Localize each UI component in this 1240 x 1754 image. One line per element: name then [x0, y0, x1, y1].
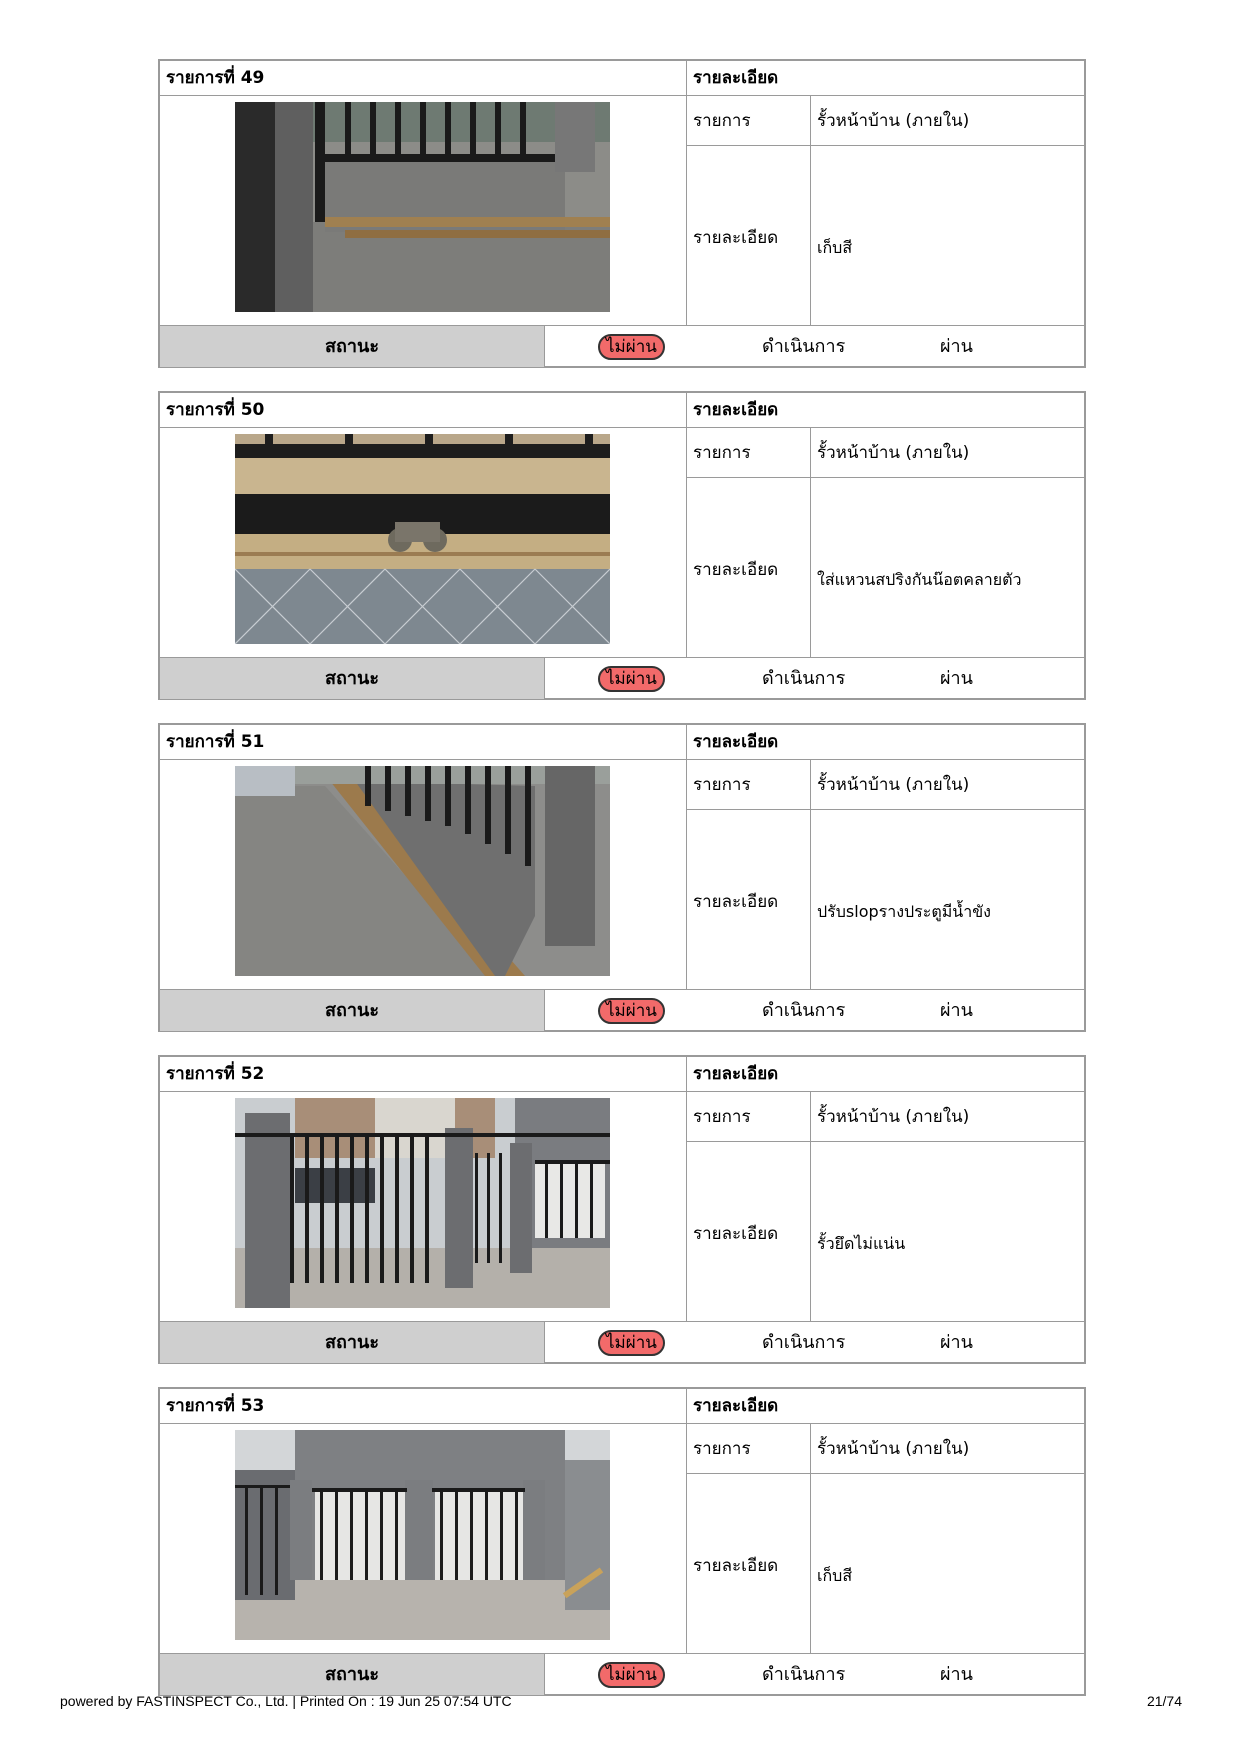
page-number: 21/74 [1146, 1693, 1182, 1709]
detail-label: รายละเอียด [687, 1142, 811, 1321]
status-pass-option[interactable]: ผ่าน [940, 336, 973, 357]
detail-header: รายละเอียด [687, 725, 1084, 760]
status-label: สถานะ [160, 326, 545, 367]
status-row [160, 1653, 1084, 1694]
status-in-progress-option[interactable]: ดำเนินการ [762, 1332, 846, 1353]
detail-value: เก็บสี [817, 1566, 853, 1585]
detail-header: รายละเอียด [687, 393, 1084, 428]
detail-value: รั้วยึดไม่แน่น [817, 1234, 906, 1253]
status-label: สถานะ [160, 1654, 545, 1695]
status-pass-option[interactable]: ผ่าน [940, 668, 973, 689]
status-fail-badge[interactable]: ไม่ผ่าน [598, 998, 665, 1024]
detail-value: ปรับslopรางประตูมีน้ำขัง [817, 902, 991, 921]
detail-value: เก็บสี [817, 238, 853, 257]
status-in-progress-option[interactable]: ดำเนินการ [762, 668, 846, 689]
status-pass-option[interactable]: ผ่าน [940, 1664, 973, 1685]
status-in-progress-option[interactable]: ดำเนินการ [762, 1664, 846, 1685]
inspection-photo[interactable] [235, 434, 610, 644]
item-value: รั้วหน้าบ้าน (ภายใน) [811, 1092, 1084, 1142]
inspection-photo[interactable] [235, 766, 610, 976]
inspection-item-card [158, 391, 1086, 700]
inspection-item-card [158, 723, 1086, 1032]
detail-label: รายละเอียด [687, 810, 811, 989]
footer-printed-info: powered by FASTINSPECT Co., Ltd. | Printed On : 19 Jun 25 07:54 UTC [60, 1693, 512, 1709]
inspection-item-card [158, 59, 1086, 368]
item-label: รายการ [687, 1092, 811, 1142]
inspection-item-card [158, 1387, 1086, 1696]
status-fail-badge[interactable]: ไม่ผ่าน [598, 666, 665, 692]
inspection-photo[interactable] [235, 102, 610, 312]
item-value: รั้วหน้าบ้าน (ภายใน) [811, 96, 1084, 146]
detail-value: ใส่แหวนสปริงกันน๊อตคลายตัว [817, 570, 1022, 589]
item-label: รายการ [687, 760, 811, 810]
status-in-progress-option[interactable]: ดำเนินการ [762, 336, 846, 357]
photo-cell [160, 96, 687, 325]
status-in-progress-option[interactable]: ดำเนินการ [762, 1000, 846, 1021]
item-value: รั้วหน้าบ้าน (ภายใน) [811, 428, 1084, 478]
detail-label: รายละเอียด [687, 146, 811, 325]
detail-label: รายละเอียด [687, 478, 811, 657]
status-fail-badge[interactable]: ไม่ผ่าน [598, 334, 665, 360]
item-title: รายการที่ 49 [160, 61, 687, 96]
item-value: รั้วหน้าบ้าน (ภายใน) [811, 1424, 1084, 1474]
status-label: สถานะ [160, 658, 545, 699]
status-fail-badge[interactable]: ไม่ผ่าน [598, 1330, 665, 1356]
status-pass-option[interactable]: ผ่าน [940, 1332, 973, 1353]
detail-label: รายละเอียด [687, 1474, 811, 1653]
status-row [160, 1321, 1084, 1362]
item-title: รายการที่ 52 [160, 1057, 687, 1092]
status-fail-badge[interactable]: ไม่ผ่าน [598, 1662, 665, 1688]
photo-cell [160, 760, 687, 989]
photo-cell [160, 1092, 687, 1321]
status-row [160, 989, 1084, 1030]
status-label: สถานะ [160, 990, 545, 1031]
photo-cell [160, 1424, 687, 1653]
status-label: สถานะ [160, 1322, 545, 1363]
item-value: รั้วหน้าบ้าน (ภายใน) [811, 760, 1084, 810]
photo-cell [160, 428, 687, 657]
detail-header: รายละเอียด [687, 1389, 1084, 1424]
item-title: รายการที่ 50 [160, 393, 687, 428]
inspection-photo[interactable] [235, 1098, 610, 1308]
item-title: รายการที่ 53 [160, 1389, 687, 1424]
item-label: รายการ [687, 1424, 811, 1474]
status-row [160, 325, 1084, 366]
detail-header: รายละเอียด [687, 61, 1084, 96]
item-title: รายการที่ 51 [160, 725, 687, 760]
item-label: รายการ [687, 96, 811, 146]
status-row [160, 657, 1084, 698]
detail-header: รายละเอียด [687, 1057, 1084, 1092]
item-label: รายการ [687, 428, 811, 478]
inspection-photo[interactable] [235, 1430, 610, 1640]
inspection-item-card [158, 1055, 1086, 1364]
status-pass-option[interactable]: ผ่าน [940, 1000, 973, 1021]
